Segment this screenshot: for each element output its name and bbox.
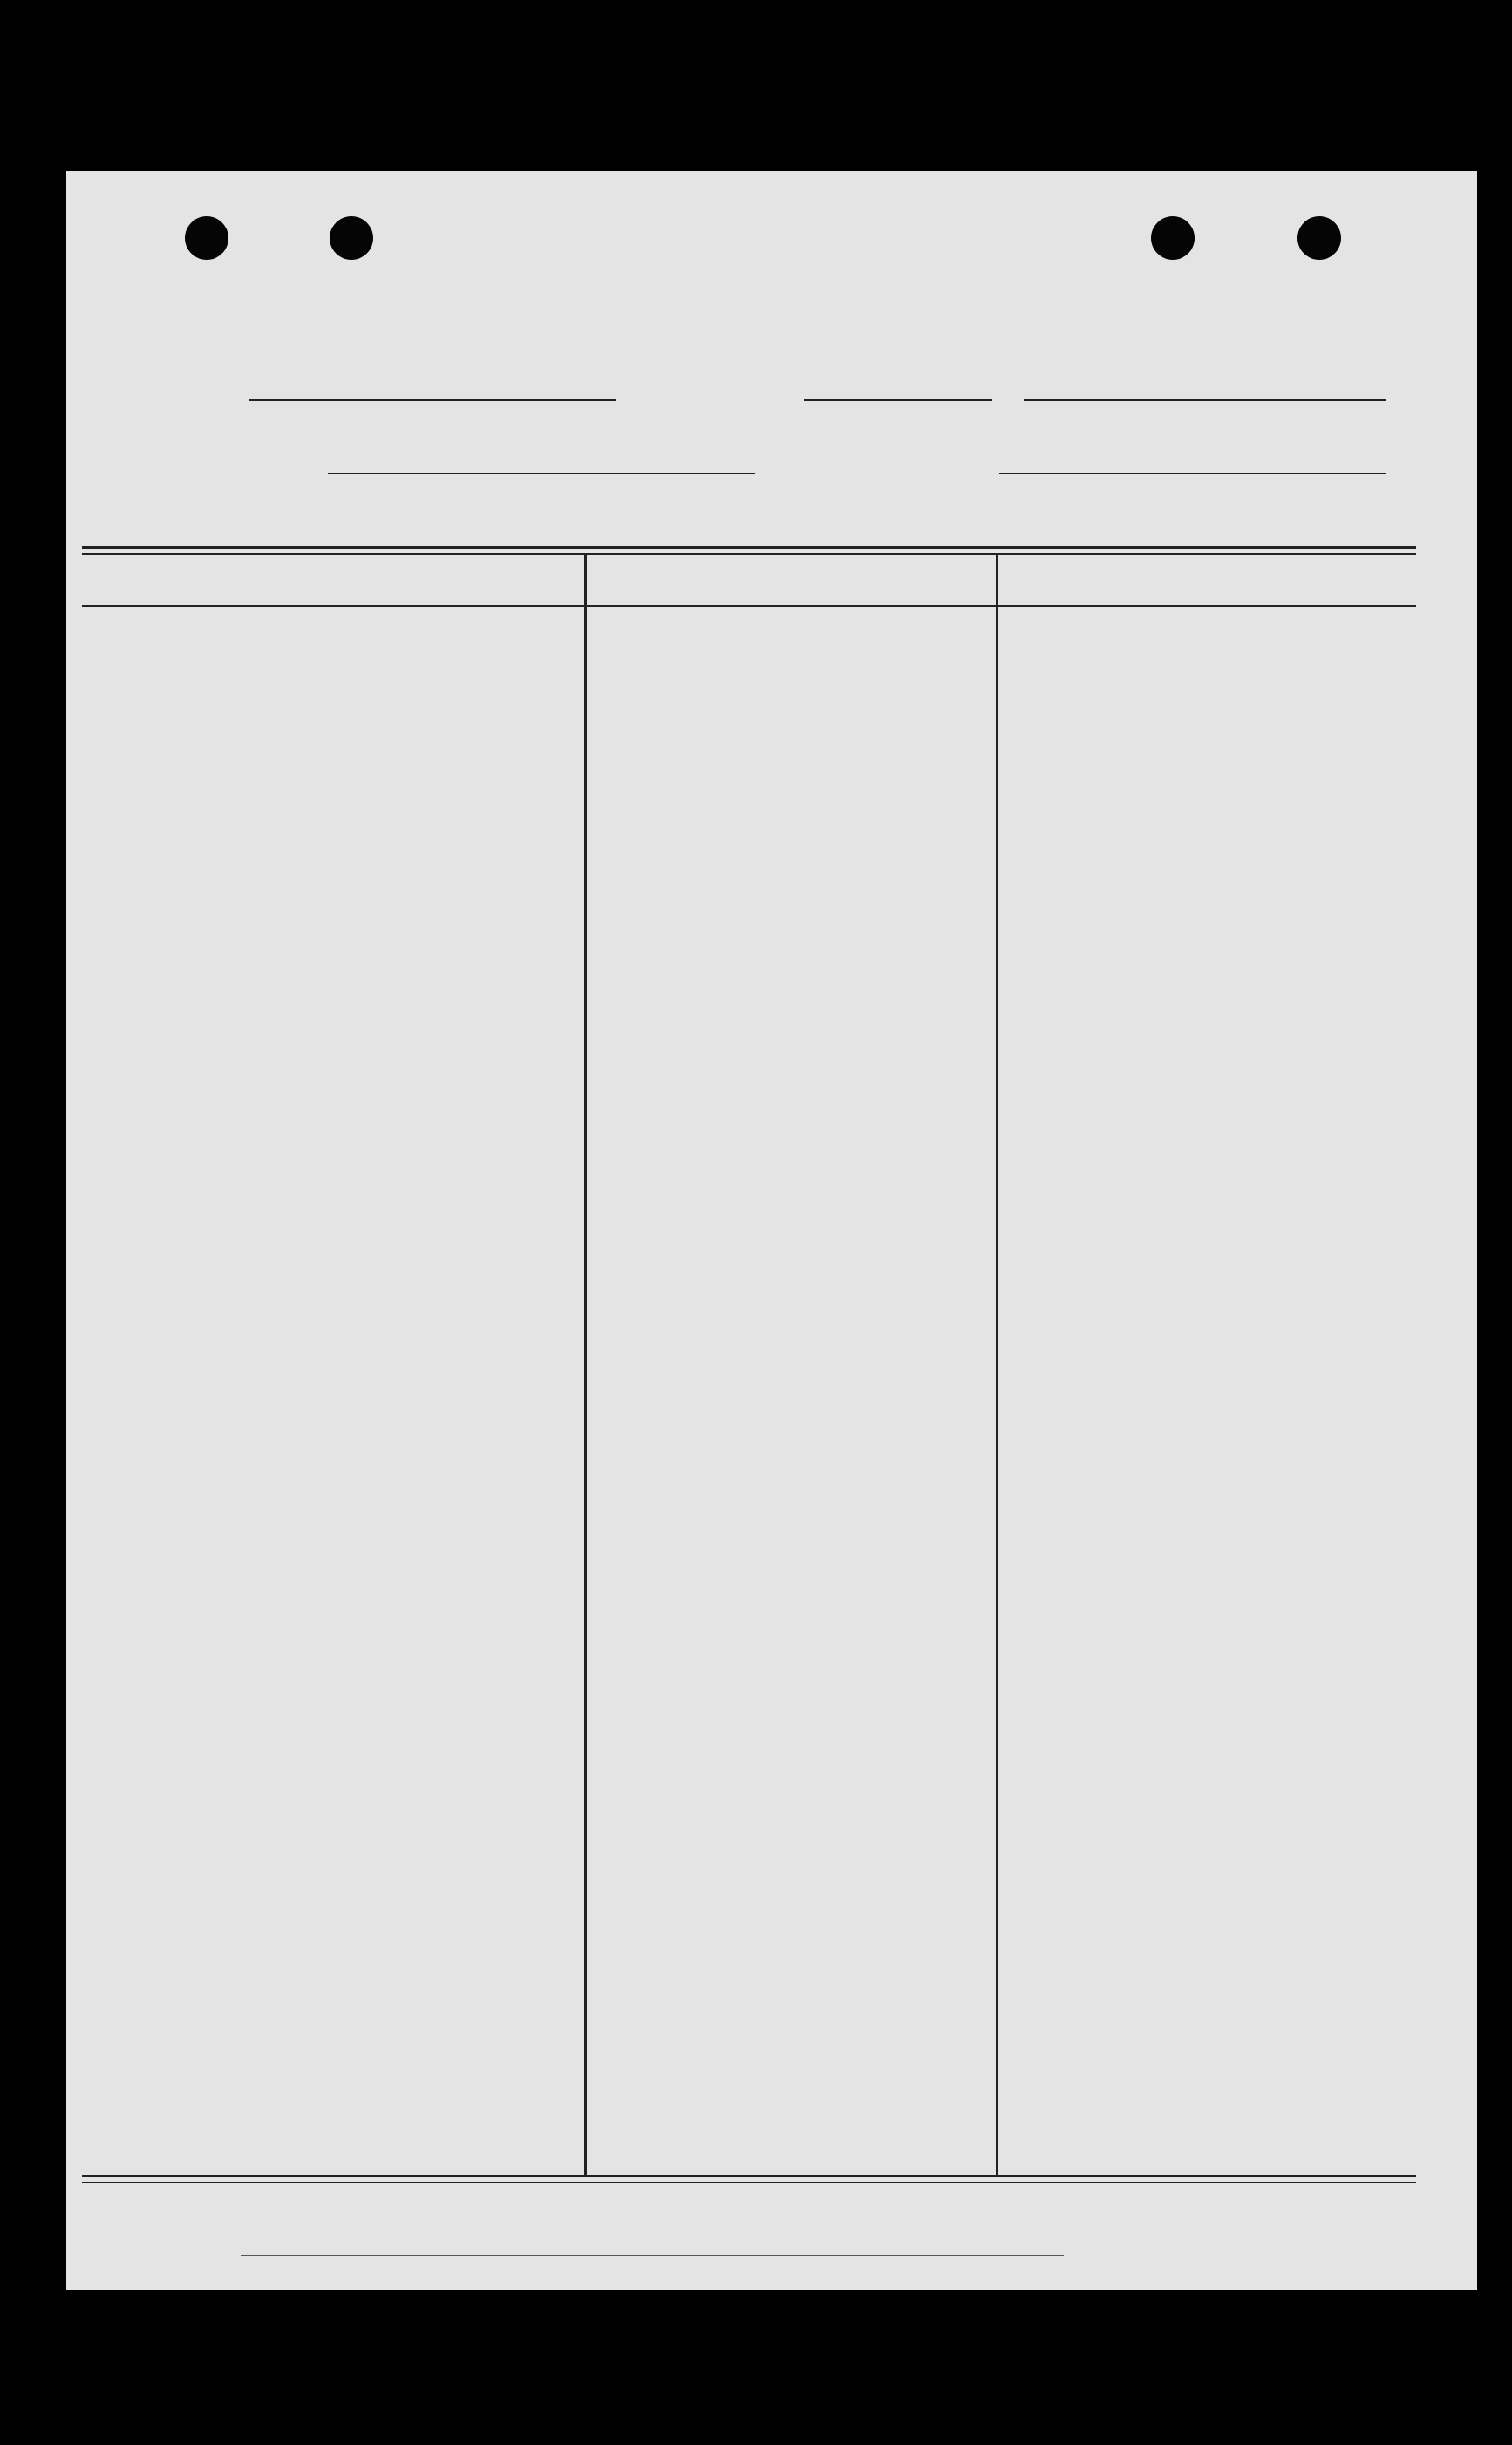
punch-hole — [185, 216, 228, 260]
punch-hole — [1297, 216, 1341, 260]
punch-hole — [330, 216, 373, 260]
column-divider — [996, 553, 998, 2176]
manifest-sheet — [66, 171, 1477, 2290]
aircraft-underline — [249, 399, 616, 401]
table-top-rule — [82, 546, 1416, 549]
column-divider — [584, 553, 587, 2176]
embark-underline — [328, 473, 755, 474]
disembark-underline — [999, 473, 1386, 474]
table-bottom-rule-2 — [82, 2182, 1416, 2183]
date-underline — [1024, 399, 1386, 401]
flight-underline — [804, 399, 992, 401]
table-top-rule-2 — [82, 553, 1416, 555]
punch-hole — [1151, 216, 1195, 260]
prepared-underline — [241, 2255, 1064, 2256]
table-bottom-rule — [82, 2175, 1416, 2177]
table-header-rule — [82, 605, 1416, 607]
